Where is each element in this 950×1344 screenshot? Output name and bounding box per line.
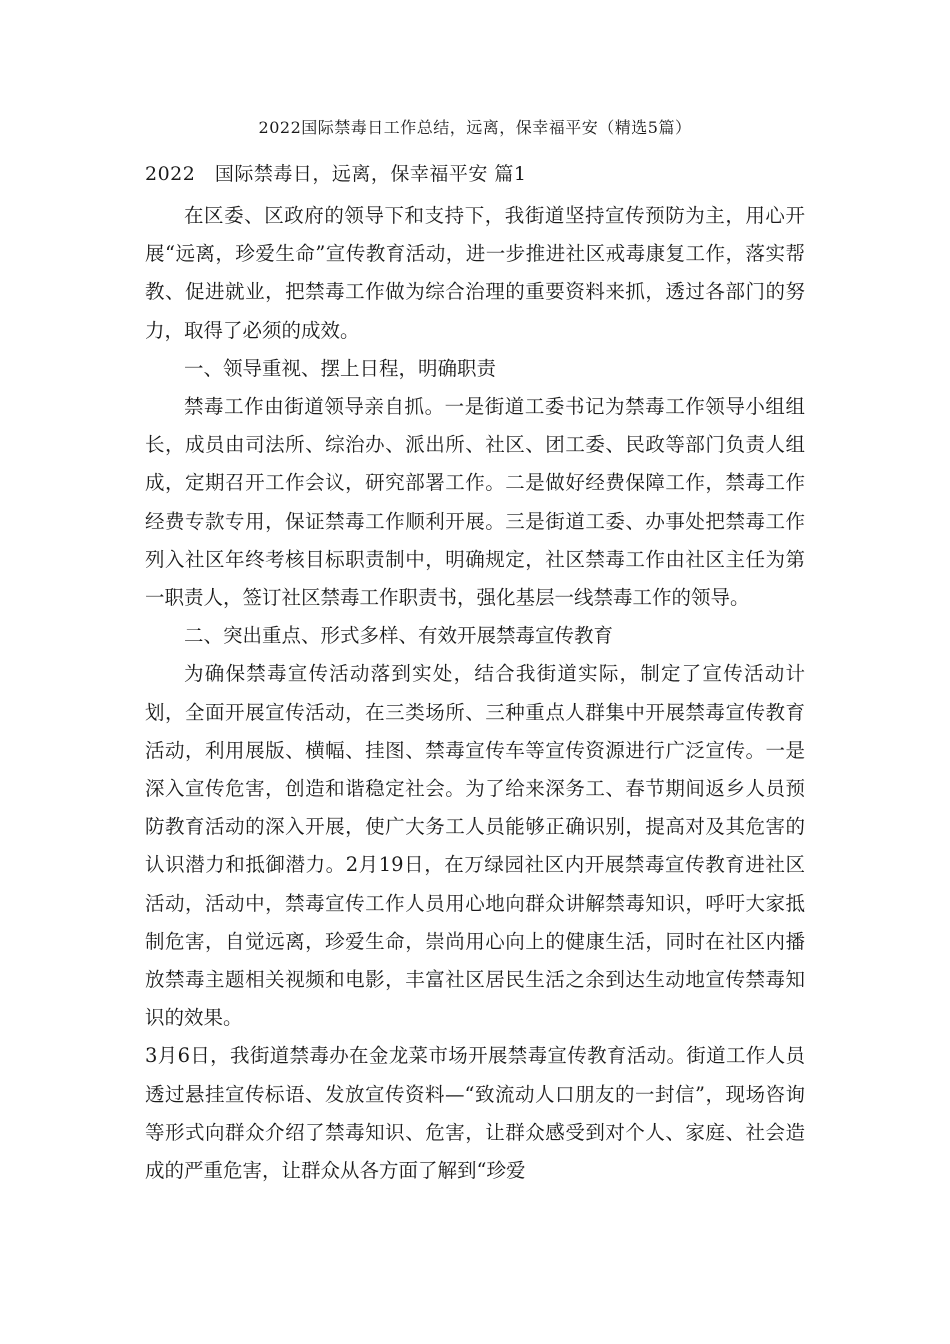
document-body (145, 197, 805, 1190)
subheading-publicity: 二、突出重点、形式多样、有效开展禁毒宣传教育 (184, 624, 614, 648)
paragraph-leadership: 禁毒工作由街道领导亲自抓。一是街道工委书记为禁毒工作领导小组组长，成员由司法所、综治办、派出所、社区、团工委、民政等部门负责人组成，定期召开工作会议，研究部署工作。二是做好经费保障工作，禁毒工作经费专款专用，保证禁毒工作顺利开展。三是街道工委、办事处把禁毒工作列入社区年终考核目标职责制中，明确规定，社区禁毒工作由社区主任为第一职责人，签订社区禁毒工作职责书，强化基层一线禁毒工作的领导。 (145, 395, 805, 610)
paragraph-publicity: 为确保禁毒宣传活动落到实处，结合我街道实际，制定了宣传活动计划，全面开展宣传活动，在三类场所、三种重点人群集中开展禁毒宣传教育活动，利用展版、横幅、挂图、禁毒宣传车等宣传资源进行广泛宣传。一是深入宣传危害，创造和谐稳定社会。为了给来深务工、春节期间返乡人员预防教育活动的深入开展，使广大务工人员能够正确识别，提高对及其危害的认识潜力和抵御潜力。2月19日，在万绿园社区内开展禁毒宣传教育进社区活动，活动中，禁毒宣传工作人员用心地向群众讲解禁毒知识，呼吁大家抵制危害，自觉远离，珍爱生命，崇尚用心向上的健康生活，同时在社区内播放禁毒主题相关视频和电影，丰富社区居民生活之余到达生动地宣传禁毒知识的效果。 (145, 662, 805, 1030)
paragraph-intro: 在区委、区政府的领导下和支持下，我街道坚持宣传预防为主，用心开展“远离，珍爱生命”宣传教育活动，进一步推进社区戒毒康复工作，落实帮教、促进就业，把禁毒工作做为综合治理的重要资料来抓，透过各部门的努力，取得了必须的成效。 (145, 204, 805, 342)
paragraph-market-event: 3月6日，我街道禁毒办在金龙菜市场开展禁毒宣传教育活动。街道工作人员透过悬挂宣传标语、发放宣传资料—“致流动人口朋友的一封信”，现场咨询等形式向群众介绍了禁毒知识、危害，让群众感受到对个人、家庭、社会造成的严重危害，让群众从各方面了解到“珍爱 (145, 1044, 805, 1183)
document-title: 2022国际禁毒日工作总结，远离，保幸福平安（精选5篇） (258, 118, 692, 137)
section-heading: 2022 国际禁毒日，远离，保幸福平安 篇1 (145, 163, 527, 185)
subheading-leadership: 一、领导重视、摆上日程，明确职责 (184, 356, 497, 380)
